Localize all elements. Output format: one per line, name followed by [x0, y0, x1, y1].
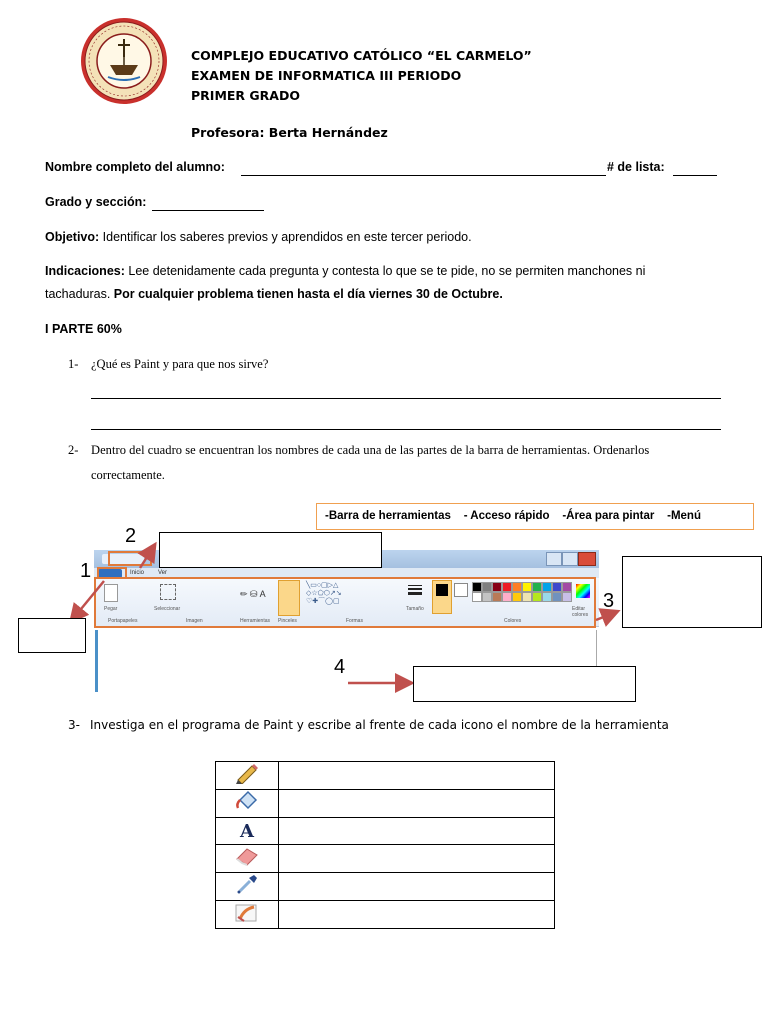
table-row: [216, 762, 555, 790]
answer-box-4[interactable]: [413, 666, 636, 702]
select-label[interactable]: Seleccionar: [154, 606, 181, 612]
grade-section-label: Grado y sección:: [45, 195, 147, 209]
callout-4: 4: [334, 656, 346, 678]
answer-box-2[interactable]: [159, 532, 382, 568]
instructions-text: Lee detenidamente cada pregunta y contesta lo que se te pide, no se permiten manchones ni: [124, 264, 646, 278]
name-label: Nombre completo del alumno:: [45, 160, 225, 174]
q1-number: 1-: [68, 357, 79, 371]
grade-title: PRIMER GRADO: [191, 88, 300, 103]
group-clipboard: Portapapeles: [108, 618, 138, 624]
q2-text-line-2: correctamente.: [91, 468, 165, 482]
q3-number: 3-: [68, 718, 80, 732]
answer-box-3[interactable]: [622, 556, 762, 628]
answer-box-1[interactable]: [18, 618, 86, 653]
q2-number: 2-: [68, 443, 79, 457]
tools-table: [215, 761, 555, 929]
q1-text: ¿Qué es Paint y para que nos sirve?: [91, 357, 269, 371]
group-shapes: Formas: [346, 618, 363, 624]
callout-3: 3: [603, 590, 615, 612]
tab-home[interactable]: Inicio: [130, 570, 145, 576]
brush-icon: [216, 901, 279, 929]
group-tools: Herramientas: [240, 618, 271, 624]
arrow-2: [140, 546, 154, 568]
size-label[interactable]: Tamaño: [406, 606, 424, 612]
brushes-label[interactable]: Pinceles: [278, 618, 297, 624]
answer-cell[interactable]: [279, 790, 555, 818]
shapes-gallery[interactable]: ╲▭○▢▷△ ◇☆⬠⬡↗↘ ♡✚⌒◯▢: [306, 582, 342, 605]
objective-text: Identificar los saberes previos y aprendidos en este tercer periodo.: [99, 230, 472, 244]
color-picker-icon: [216, 873, 279, 901]
objective-label: Objetivo:: [45, 230, 100, 244]
eraser-icon: [216, 845, 279, 873]
list-label: # de lista:: [607, 160, 665, 174]
answer-cell[interactable]: [279, 818, 555, 845]
table-row: [216, 790, 555, 818]
tools-group-icons: ✏ ⛁ A: [240, 589, 266, 599]
text-icon-glyph: A: [240, 820, 254, 842]
pencil-icon: [216, 762, 279, 790]
answer-cell[interactable]: [279, 762, 555, 790]
tab-view[interactable]: Ver: [158, 570, 168, 576]
q2-text-line-1: Dentro del cuadro se encuentran los nombres de cada una de las partes de la barra de herramientas. Ordenarlos: [91, 443, 650, 457]
edit-colors-label[interactable]: Editar colores: [572, 606, 589, 618]
table-row: [216, 818, 555, 845]
table-row: [216, 901, 555, 929]
school-name: COMPLEJO EDUCATIVO CATÓLICO “EL CARMELO”: [191, 48, 532, 63]
group-colors: Colores: [504, 618, 522, 624]
q3-text: Investiga en el programa de Paint y escribe al frente de cada icono el nombre de la herramienta: [90, 718, 669, 732]
part-heading: I PARTE 60%: [45, 322, 122, 336]
paste-label[interactable]: Pegar: [104, 606, 118, 612]
options-text: -Barra de herramientas - Acceso rápido -Área para pintar -Menú: [325, 510, 701, 522]
teacher-name: Profesora: Berta Hernández: [191, 125, 388, 140]
answer-cell[interactable]: [279, 845, 555, 873]
instructions-label: Indicaciones:: [45, 264, 125, 278]
answer-cell[interactable]: [279, 901, 555, 929]
arrow-3: [596, 612, 616, 620]
fill-bucket-icon: [216, 790, 279, 818]
answer-cell[interactable]: [279, 873, 555, 901]
deadline-text: Por cualquier problema tienen hasta el día viernes 30 de Octubre.: [113, 287, 503, 301]
table-row: [216, 845, 555, 873]
arrow-1: [72, 581, 104, 620]
exam-title: EXAMEN DE INFORMATICA III PERIODO: [191, 68, 462, 83]
instructions-text-2: tachaduras.: [45, 287, 114, 301]
callout-2: 2: [125, 525, 137, 547]
callout-1: 1: [80, 560, 92, 582]
group-image: Imagen: [186, 618, 203, 624]
text-icon: [216, 818, 279, 845]
table-row: [216, 873, 555, 901]
